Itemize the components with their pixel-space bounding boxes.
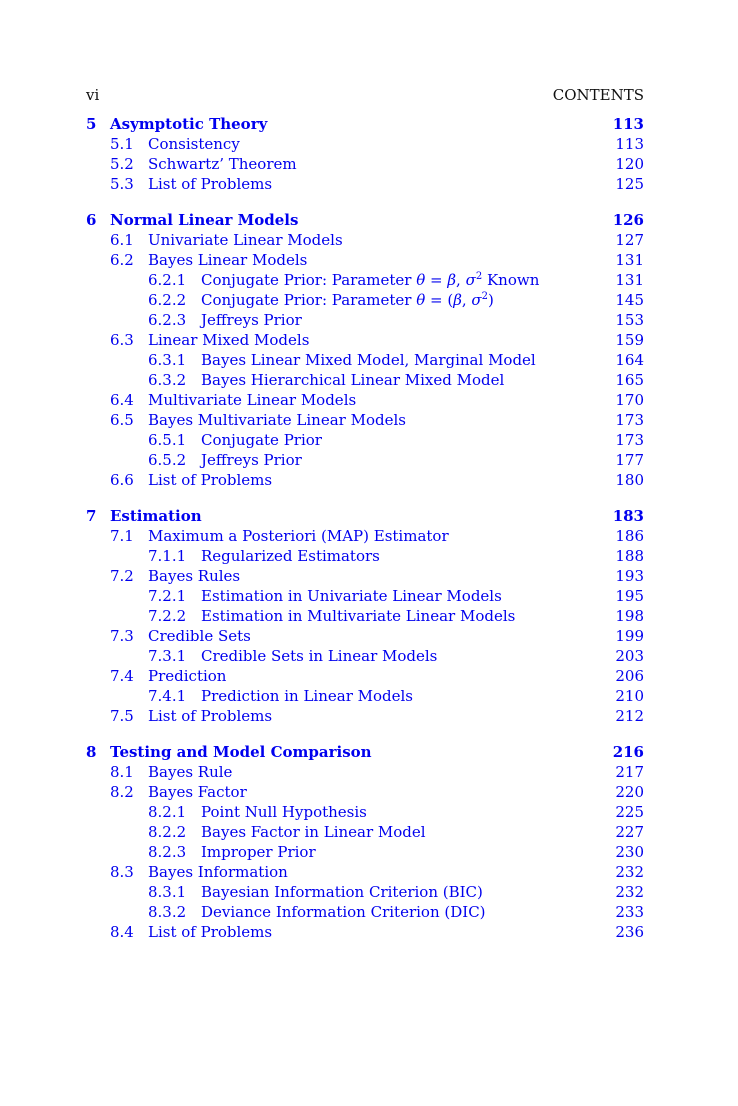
toc-subsection-7-4-1[interactable] — [86, 686, 644, 706]
toc-section-title[interactable]: Prediction — [148, 667, 227, 685]
chapter-gap — [86, 194, 644, 210]
toc-chapter-title[interactable]: Estimation — [110, 507, 202, 525]
toc-section-number: 8.2 — [110, 783, 134, 801]
toc-section-6-3[interactable] — [86, 330, 644, 350]
toc-subsection-8-3-1[interactable] — [86, 882, 644, 902]
toc-subsection-number: 8.2.2 — [148, 823, 187, 841]
toc-subsection-page[interactable]: 145 — [615, 291, 644, 309]
toc-subsection-title[interactable]: Estimation in Multivariate Linear Models — [201, 607, 516, 625]
toc-section-7-4[interactable] — [86, 666, 644, 686]
toc-section-page[interactable]: 131 — [615, 251, 644, 269]
toc-section-6-1[interactable] — [86, 230, 644, 250]
toc-subsection-6-3-2[interactable] — [86, 370, 644, 390]
toc-subsection-page[interactable]: 232 — [615, 883, 644, 901]
toc-subsection-page[interactable]: 210 — [615, 687, 644, 705]
toc-section-title[interactable]: Bayes Rules — [148, 567, 241, 585]
toc-subsection-page[interactable]: 227 — [615, 823, 644, 841]
toc-chapter-title[interactable]: Asymptotic Theory — [110, 115, 268, 133]
toc-section-title[interactable]: Bayes Factor — [148, 783, 247, 801]
toc-subsection-number: 6.2.2 — [148, 291, 187, 309]
toc-subsection-number: 7.1.1 — [148, 547, 187, 565]
toc-section-6-2[interactable] — [86, 250, 644, 270]
toc-section-number: 8.3 — [110, 863, 134, 881]
toc-section-page[interactable]: 206 — [615, 667, 644, 685]
toc-section-title[interactable]: Bayes Rule — [148, 763, 233, 781]
toc-subsection-title[interactable]: Bayes Hierarchical Linear Mixed Model — [201, 371, 505, 389]
toc-section-number: 6.4 — [110, 391, 134, 409]
toc-section-page[interactable]: 180 — [615, 471, 644, 489]
toc-section-7-3[interactable] — [86, 626, 644, 646]
toc-chapter-number: 7 — [86, 507, 97, 525]
toc-section-number: 6.5 — [110, 411, 134, 429]
toc-subsection-title[interactable]: Improper Prior — [201, 843, 316, 861]
toc-subsection-title[interactable]: Bayes Linear Mixed Model, Marginal Model — [201, 351, 536, 369]
toc-subsection-page[interactable]: 173 — [615, 431, 644, 449]
toc-section-6-5[interactable] — [86, 410, 644, 430]
toc-section-title[interactable]: Maximum a Posteriori (MAP) Estimator — [148, 527, 449, 545]
toc-section-number: 6.6 — [110, 471, 134, 489]
toc-subsection-title[interactable]: Regularized Estimators — [201, 547, 380, 565]
toc-section-number: 6.2 — [110, 251, 134, 269]
toc-section-page[interactable]: 127 — [615, 231, 644, 249]
toc-subsection-page[interactable]: 233 — [615, 903, 644, 921]
toc-subsection-7-1-1[interactable] — [86, 546, 644, 566]
toc-section-page[interactable]: 125 — [615, 175, 644, 193]
toc-subsection-title[interactable]: Conjugate Prior — [201, 431, 322, 449]
toc-section-title[interactable]: Bayes Linear Models — [148, 251, 308, 269]
toc-section-title[interactable]: Linear Mixed Models — [148, 331, 310, 349]
toc-section-title[interactable]: Univariate Linear Models — [148, 231, 343, 249]
toc-section-number: 7.3 — [110, 627, 134, 645]
toc-section-page[interactable]: 199 — [615, 627, 644, 645]
toc-section-title[interactable]: List of Problems — [148, 923, 273, 941]
toc-subsection-8-3-2[interactable] — [86, 902, 644, 922]
toc-chapter-number: 5 — [86, 115, 97, 133]
chapter-gap — [86, 726, 644, 742]
toc-section-page[interactable]: 159 — [615, 331, 644, 349]
toc-chapter-page[interactable]: 216 — [612, 743, 644, 761]
toc-subsection-page[interactable]: 131 — [615, 271, 644, 289]
toc-subsection-number: 6.5.1 — [148, 431, 187, 449]
toc-subsection-6-5-1[interactable] — [86, 430, 644, 450]
toc-section-7-1[interactable] — [86, 526, 644, 546]
toc-subsection-8-2-2[interactable] — [86, 822, 644, 842]
toc-section-page[interactable]: 212 — [615, 707, 644, 725]
toc-section-8-3[interactable] — [86, 862, 644, 882]
toc-subsection-page[interactable]: 188 — [615, 547, 644, 565]
toc-subsection-page[interactable]: 203 — [615, 647, 644, 665]
toc-section-number: 5.3 — [110, 175, 134, 193]
toc-section-title[interactable]: Credible Sets — [148, 627, 251, 645]
toc-section-8-2[interactable] — [86, 782, 644, 802]
toc-section-page[interactable]: 236 — [615, 923, 644, 941]
toc-subsection-7-3-1[interactable] — [86, 646, 644, 666]
toc-subsection-title[interactable]: Point Null Hypothesis — [201, 803, 367, 821]
toc-subsection-7-2-2[interactable] — [86, 606, 644, 626]
toc-section-title[interactable]: List of Problems — [148, 707, 273, 725]
toc-chapter-page[interactable]: 126 — [612, 211, 644, 229]
table-of-contents — [86, 114, 644, 942]
toc-subsection-6-2-1[interactable] — [86, 270, 644, 290]
toc-section-page[interactable]: 217 — [615, 763, 644, 781]
toc-subsection-number: 8.3.1 — [148, 883, 187, 901]
toc-subsection-number: 6.3.1 — [148, 351, 187, 369]
toc-section-title[interactable]: Consistency — [148, 135, 240, 153]
toc-section-page[interactable]: 170 — [615, 391, 644, 409]
chapter-gap — [86, 490, 644, 506]
toc-chapter-number: 8 — [86, 743, 97, 761]
toc-subsection-6-5-2[interactable] — [86, 450, 644, 470]
toc-section-title[interactable]: Schwartz’ Theorem — [148, 155, 297, 173]
toc-subsection-title[interactable]: Credible Sets in Linear Models — [201, 647, 438, 665]
toc-section-6-6[interactable] — [86, 470, 644, 490]
toc-section-title[interactable]: List of Problems — [148, 175, 273, 193]
toc-section-title[interactable]: Bayes Information — [148, 863, 288, 881]
toc-subsection-7-2-1[interactable] — [86, 586, 644, 606]
toc-section-number: 6.1 — [110, 231, 134, 249]
toc-section-number: 7.2 — [110, 567, 134, 585]
toc-subsection-number: 6.2.1 — [148, 271, 187, 289]
toc-subsection-page[interactable]: 177 — [615, 451, 644, 469]
toc-section-5-3[interactable] — [86, 174, 644, 194]
toc-subsection-title[interactable]: Deviance Information Criterion (DIC) — [201, 903, 486, 921]
toc-section-5-2[interactable] — [86, 154, 644, 174]
toc-section-page[interactable]: 113 — [615, 135, 644, 153]
toc-section-8-4[interactable] — [86, 922, 644, 942]
toc-subsection-number: 7.4.1 — [148, 687, 187, 705]
toc-subsection-title[interactable]: Prediction in Linear Models — [201, 687, 413, 705]
toc-subsection-page[interactable]: 198 — [615, 607, 644, 625]
toc-section-page[interactable]: 193 — [615, 567, 644, 585]
toc-subsection-page[interactable]: 164 — [615, 351, 644, 369]
toc-section-title[interactable]: Multivariate Linear Models — [148, 391, 357, 409]
toc-section-6-4[interactable] — [86, 390, 644, 410]
toc-chapter-6[interactable] — [86, 210, 644, 230]
toc-subsection-number: 8.2.3 — [148, 843, 187, 861]
toc-section-page[interactable]: 220 — [615, 783, 644, 801]
toc-subsection-title[interactable]: Jeffreys Prior — [201, 311, 302, 329]
toc-chapter-title[interactable]: Normal Linear Models — [110, 211, 299, 229]
toc-section-7-5[interactable] — [86, 706, 644, 726]
toc-section-page[interactable]: 186 — [615, 527, 644, 545]
toc-subsection-title[interactable]: Bayes Factor in Linear Model — [201, 823, 426, 841]
page-number-label: vi — [86, 86, 100, 104]
toc-section-page[interactable]: 120 — [615, 155, 644, 173]
toc-section-title[interactable]: List of Problems — [148, 471, 273, 489]
toc-subsection-number: 7.2.2 — [148, 607, 187, 625]
toc-subsection-page[interactable]: 153 — [615, 311, 644, 329]
toc-section-page[interactable]: 232 — [615, 863, 644, 881]
toc-subsection-page[interactable]: 225 — [615, 803, 644, 821]
toc-section-page[interactable]: 173 — [615, 411, 644, 429]
toc-chapter-8[interactable] — [86, 742, 644, 762]
toc-section-number: 7.1 — [110, 527, 134, 545]
toc-subsection-8-2-1[interactable] — [86, 802, 644, 822]
toc-section-8-1[interactable] — [86, 762, 644, 782]
toc-subsection-title[interactable]: Conjugate Prior: Parameter θ = β, $\sigma^2$ Known — [201, 271, 540, 289]
toc-subsection-title[interactable]: Estimation in Univariate Linear Models — [201, 587, 502, 605]
toc-section-title[interactable]: Bayes Multivariate Linear Models — [148, 411, 406, 429]
toc-subsection-title[interactable]: Conjugate Prior: Parameter θ = (β, $\sigma^2$) — [201, 291, 494, 309]
toc-subsection-number: 8.2.1 — [148, 803, 187, 821]
toc-section-7-2[interactable] — [86, 566, 644, 586]
toc-subsection-number: 7.2.1 — [148, 587, 187, 605]
toc-section-number: 5.1 — [110, 135, 134, 153]
toc-section-5-1[interactable] — [86, 134, 644, 154]
running-title: CONTENTS — [552, 86, 644, 104]
toc-section-number: 8.1 — [110, 763, 134, 781]
toc-chapter-page[interactable]: 113 — [612, 115, 644, 133]
toc-subsection-number: 7.3.1 — [148, 647, 187, 665]
toc-subsection-number: 6.3.2 — [148, 371, 187, 389]
toc-chapter-title[interactable]: Testing and Model Comparison — [110, 743, 372, 761]
toc-section-number: 7.4 — [110, 667, 134, 685]
toc-subsection-number: 8.3.2 — [148, 903, 187, 921]
toc-chapter-5[interactable] — [86, 114, 644, 134]
toc-section-number: 5.2 — [110, 155, 134, 173]
toc-subsection-page[interactable]: 230 — [615, 843, 644, 861]
toc-chapter-page[interactable]: 183 — [612, 507, 644, 525]
toc-subsection-number: 6.2.3 — [148, 311, 187, 329]
toc-subsection-number: 6.5.2 — [148, 451, 187, 469]
toc-section-number: 7.5 — [110, 707, 134, 725]
toc-subsection-6-2-2[interactable] — [86, 290, 644, 310]
toc-chapter-number: 6 — [86, 211, 97, 229]
toc-section-number: 8.4 — [110, 923, 134, 941]
toc-chapter-7[interactable] — [86, 506, 644, 526]
running-header — [86, 86, 644, 104]
toc-subsection-8-2-3[interactable] — [86, 842, 644, 862]
toc-section-number: 6.3 — [110, 331, 134, 349]
toc-subsection-6-2-3[interactable] — [86, 310, 644, 330]
toc-subsection-6-3-1[interactable] — [86, 350, 644, 370]
toc-subsection-title[interactable]: Jeffreys Prior — [201, 451, 302, 469]
toc-subsection-page[interactable]: 165 — [615, 371, 644, 389]
toc-subsection-page[interactable]: 195 — [615, 587, 644, 605]
toc-subsection-title[interactable]: Bayesian Information Criterion (BIC) — [201, 883, 483, 901]
